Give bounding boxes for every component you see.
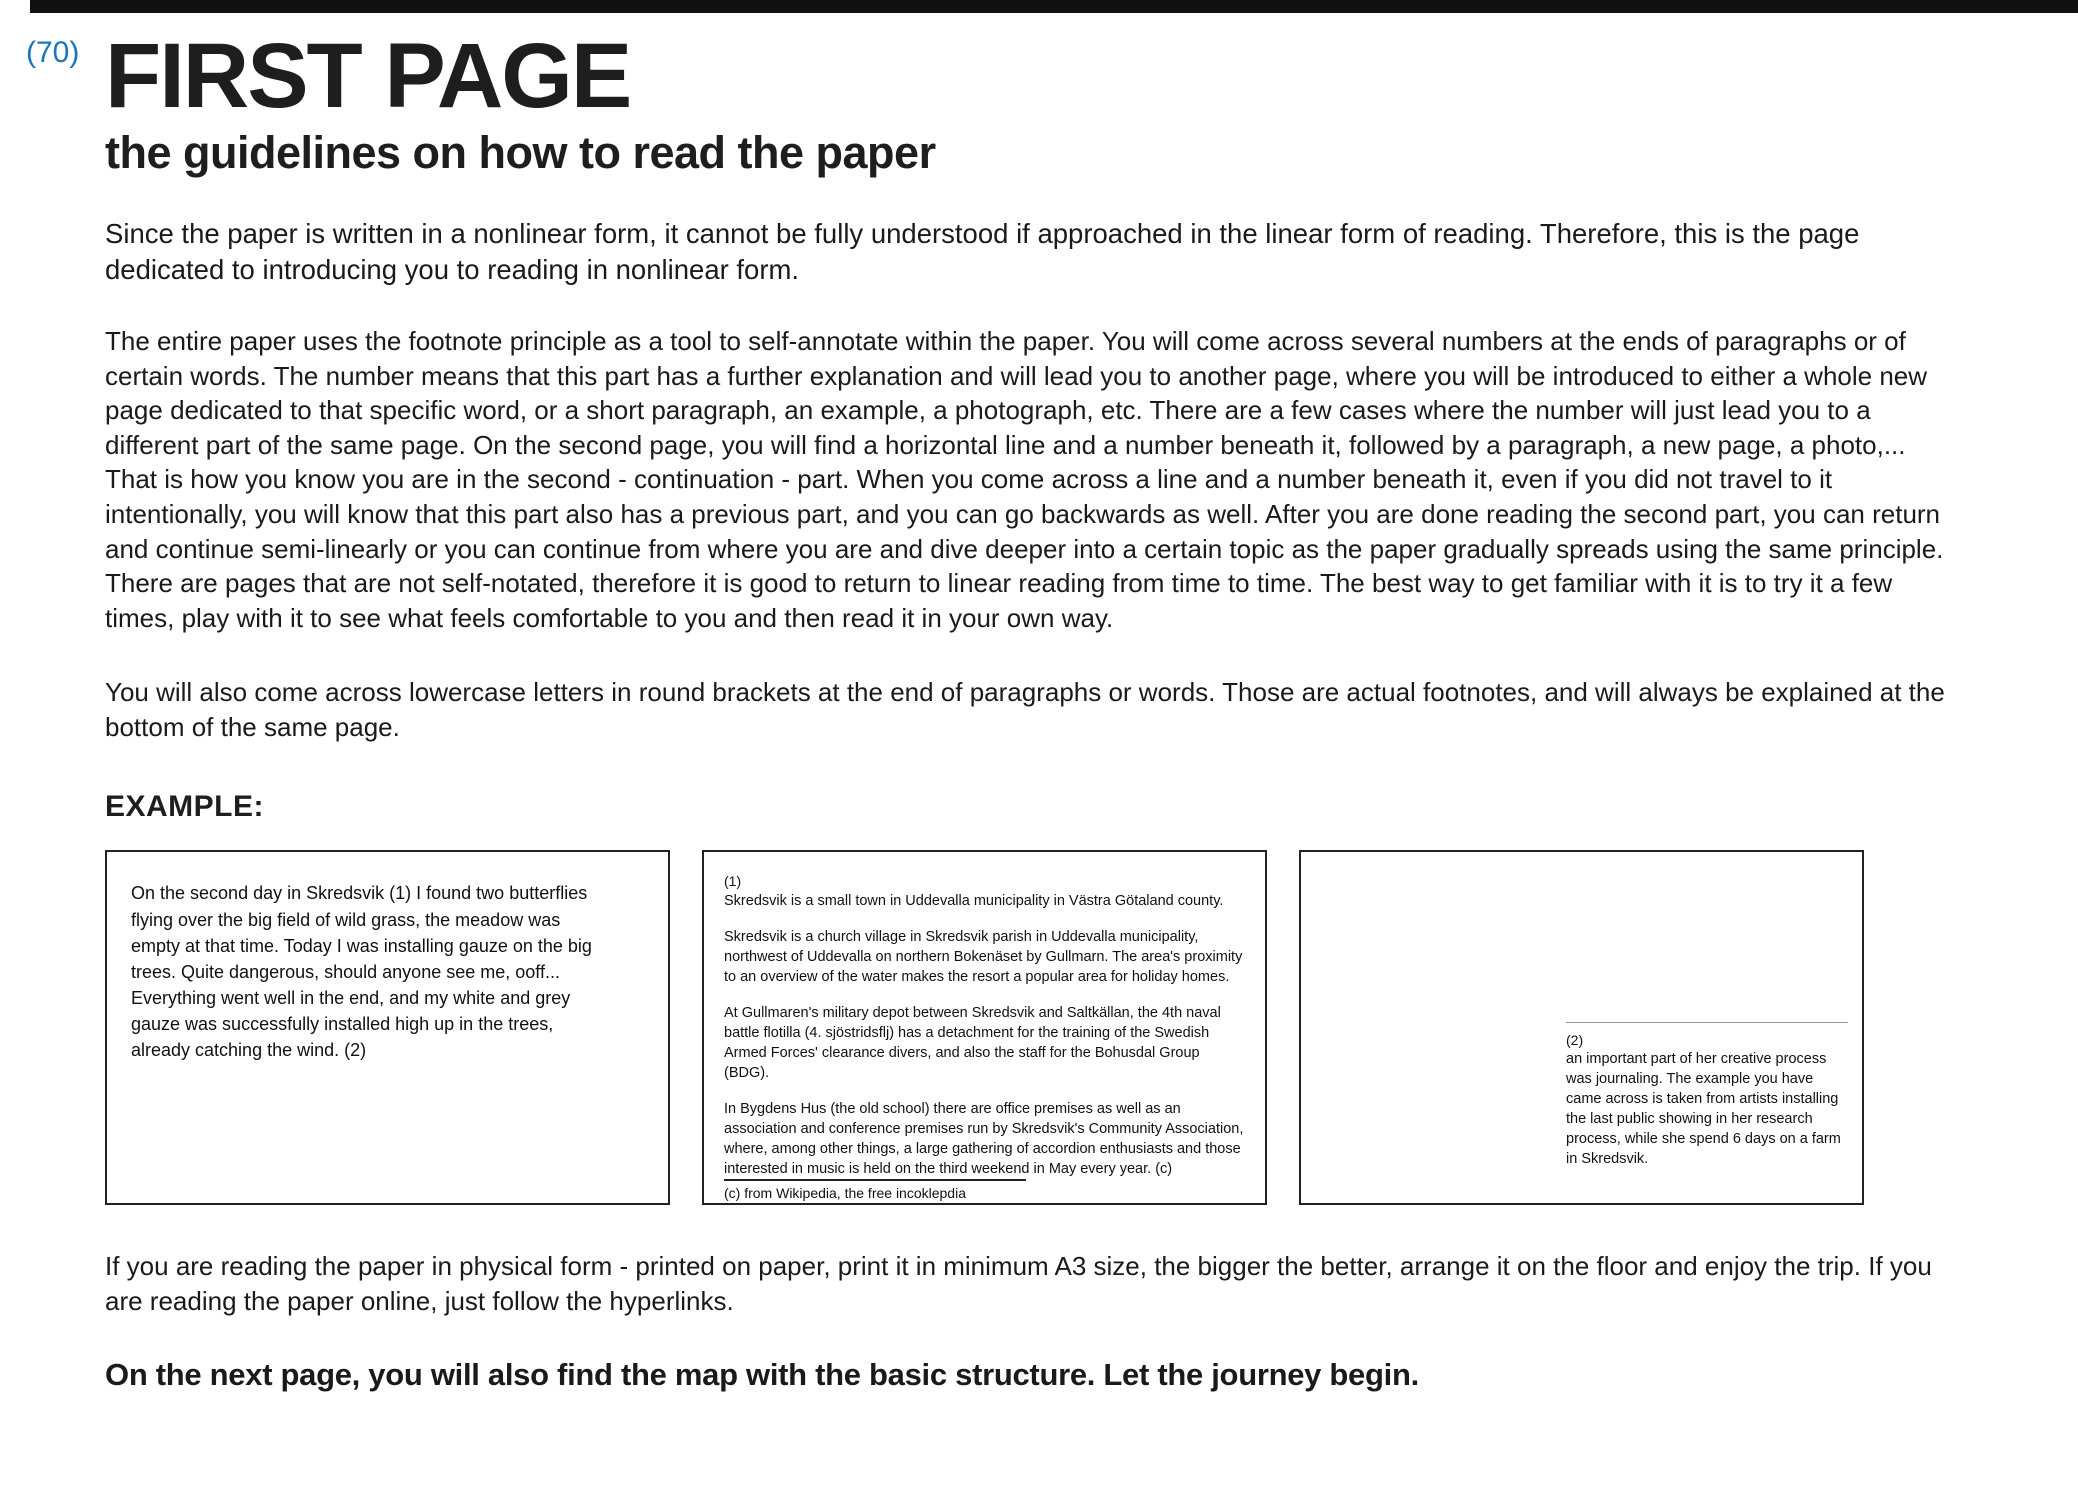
closing-paragraph: On the next page, you will also find the map with the basic structure. Let the journey begin.	[105, 1356, 1419, 1392]
example-box-footnote-1	[702, 850, 1267, 1205]
page-title: FIRST PAGE	[105, 25, 631, 127]
footnote-1-paragraph: In Bygdens Hus (the old school) there are office premises as well as an association and conference premises run by Skredsvik's Community Association, where, among other things, a large gathering of accordion enthusiasts and those interested in music is held on the third weekend in May every year. (c)	[724, 1101, 1244, 1178]
intro-paragraph: Since the paper is written in a nonlinear form, it cannot be fully understood if approached in the linear form of reading. Therefore, this is the page dedicated to introducing you to reading in nonlinear form.	[105, 217, 1860, 285]
footnotes-paragraph: You will also come across lowercase letters in round brackets at the end of paragraphs or words. Those are actual footnotes, and will always be explained at the bottom of the same page.	[105, 677, 1945, 742]
guidelines-paragraph: The entire paper uses the footnote principle as a tool to self-annotate within the paper. You will come across several numbers at the ends of paragraphs or of certain words. The number means that this part has a further explanation and will lead you to another page, where you will be introduced to either a whole new page dedicated to that specific word, or a short paragraph, an example, a photograph, etc. There are a few cases where the number will just lead you to a different part of the same page. On the second page, you will find a horizontal line and a number beneath it, followed by a paragraph, a new page, a photo,... That is how you know you are in the second - continuation - part. When you come across a line and a number beneath it, even if you did not travel to it intentionally, you will know that this part also has a previous part, and you can go backwards as well. After you are done reading the second part, you can return and continue semi-linearly or you can continue from where you are and dive deeper into a certain topic as the paper gradually spreads using the same principle. There are pages that are not self-notated, therefore it is good to return to linear reading from time to time. The best way to get familiar with it is to try it a few times, play with it to see what feels comfortable to you and then read it in your own way.	[105, 326, 1944, 633]
example-box-footnote-2	[1299, 850, 1864, 1205]
footnote-1-paragraph: At Gullmaren's military depot between Skredsvik and Saltkällan, the 4th naval battle flotilla (4. sjöstridsflj) has a detachment for the training of the Swedish Armed Forces' clearance divers, and also the staff for the Bohusdal Group (BDG).	[724, 1005, 1221, 1082]
example-heading: EXAMPLE:	[105, 790, 265, 824]
page-subtitle: the guidelines on how to read the paper	[105, 127, 936, 178]
wikipedia-credit: (c) from Wikipedia, the free incoklepdia	[724, 1179, 1026, 1201]
footnote-2-block	[1566, 1022, 1848, 1170]
example-boxes-row	[105, 850, 1950, 1205]
footnote-2-text: an important part of her creative process was journaling. The example you have came across is taken from artists installing the last public showing in her research process, while she spend 6 days on a farm in Skredsvik.	[1566, 1051, 1841, 1168]
page-number: (70)	[26, 36, 80, 69]
footnote-2-rule	[1566, 1022, 1848, 1023]
page-content	[105, 25, 1950, 1393]
print-note-paragraph: If you are reading the paper in physical form - printed on paper, print it in minimum A3 size, the bigger the better, arrange it on the floor and enjoy the trip. If you are reading the paper online, just follow the hyperlinks.	[105, 1251, 1932, 1317]
footnote-1-paragraph: Skredsvik is a church village in Skredsvik parish in Uddevalla municipality, northwest of Uddevalla on northern Bokenäset by Gullmarn. The area's proximity to an overview of the water makes the resort a popular area for holiday homes.	[724, 929, 1243, 986]
example-source-text: On the second day in Skredsvik (1) I found two butterflies flying over the big field of wild grass, the meadow was empty at that time. Today I was installing gauze on the big trees. Quite dangerous, should anyone see me, ooff... Everything went well in the end, and my white and grey gauze was successfully installed high up in the trees, already catching the wind. (2)	[131, 883, 592, 1061]
footnote-2-marker: (2)	[1566, 1031, 1584, 1048]
top-edge-bar	[30, 0, 2078, 13]
example-box-source	[105, 850, 670, 1205]
footnote-1-marker: (1)	[724, 873, 742, 890]
footnote-1-lead: Skredsvik is a small town in Uddevalla municipality in Västra Götaland county.	[724, 893, 1224, 910]
